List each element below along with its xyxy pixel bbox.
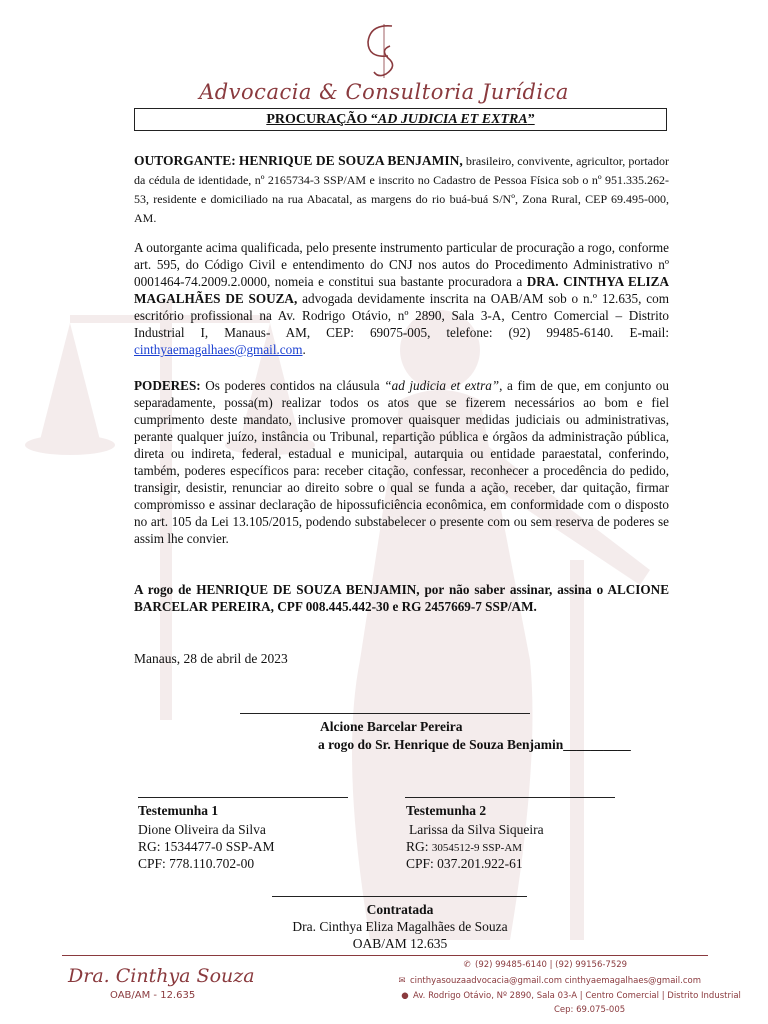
witness-2-label: Testemunha 2 xyxy=(406,803,487,818)
witness-2-name: Larissa da Silva Siqueira xyxy=(409,822,544,837)
footer-phones-text: (92) 99485-6140 | (92) 99156-7529 xyxy=(475,960,628,970)
nomeacao-text-2: advogada devidamente inscrita na OAB/AM sob o n.º 12.635, com escritório profissional na Av. Rodrigo Otávio, nº 2890, Sala 3-A, Centro Comercial – Distrito Industrial I, Manaus- AM, CEP: 69075-005, telefone: (92) 99485-6140. E-mail: xyxy=(134,291,669,340)
attorney-name: DRA. CINTHYA ELIZA MAGALHÃES DE SOUZA, xyxy=(134,274,669,306)
footer-emails-text: cinthyasouzaadvocacia@gmail.com cinthyaemagalhaes@gmail.com xyxy=(410,976,701,986)
footer-address xyxy=(400,991,741,1001)
poderes-clause: “ad judicia et extra” xyxy=(384,378,500,393)
witness-1-name: Dione Oliveira da Silva xyxy=(138,822,266,837)
contratada-label: Contratada xyxy=(366,902,434,917)
title-prefix: PROCURAÇÃO “ xyxy=(266,112,378,127)
signatory-note-text: a rogo do Sr. Henrique de Souza Benjamin xyxy=(318,737,564,752)
whatsapp-icon: ✆ xyxy=(463,960,471,970)
contratada-name: Dra. Cinthya Eliza Magalhães de Souza xyxy=(292,919,508,934)
footer-attorney-name: Dra. Cinthya Souza xyxy=(68,965,255,987)
contratada-oab: OAB/AM 12.635 xyxy=(352,936,448,951)
outorgante-name: HENRIQUE DE SOUZA BENJAMIN, xyxy=(238,153,463,168)
signature-line-witness-1 xyxy=(138,797,348,798)
signature-line-witness-2 xyxy=(405,797,615,798)
nomeacao-text-1: A outorgante acima qualificada, pelo presente instrumento particular de procuração a rogo, conforme art. 595, do Código Civil e entendimento do CNJ nos autos do Procedimento Administrativo nº 0001464-74.2009.2.0000, nomeia e constitui sua bastante procuradora a xyxy=(134,240,669,289)
cs-monogram-logo xyxy=(340,20,430,80)
firm-name: Advocacia & Consultoria Jurídica xyxy=(199,80,569,104)
map-pin-icon: ● xyxy=(401,991,409,1001)
poderes-paragraph xyxy=(134,377,669,547)
footer-address-text: Av. Rodrigo Otávio, Nº 2890, Sala 03-A | Centro Comercial | Distrito Industrial xyxy=(413,991,741,1001)
footer-emails xyxy=(397,976,701,986)
footer-cep: Cep: 69.075-005 xyxy=(554,1005,626,1015)
title-suffix: ” xyxy=(527,112,535,127)
nomeacao-paragraph xyxy=(134,239,669,358)
poderes-text-1: Os poderes contidos na cláusula xyxy=(200,378,385,393)
signatory-name: Alcione Barcelar Pereira xyxy=(320,719,463,734)
outorgante-paragraph xyxy=(134,151,669,228)
footer-phones xyxy=(462,960,627,970)
witness-2-rg-label: RG: xyxy=(406,839,432,854)
signature-line-signatory xyxy=(240,713,530,714)
witness-2-cpf: CPF: 037.201.922-61 xyxy=(406,856,523,871)
witness-2-rg-value: 3054512-9 SSP-AM xyxy=(431,842,523,854)
poderes-text-2: , a fim de que, em conjunto ou separadamente, possa(m) realizar todos os atos que se fizerem necessários ao bom e fiel cumprimento deste mandato, inclusive promover quaisquer medidas judiciais ou administrativas, perante qualquer juízo, instância ou Tribunal, repartição pública e órgãos da administração pública, direta ou indireta, federal, estadual e municipal, autarquia ou entidade paraestatal, conferindo, também, poderes específicos para: receber citação, confessar, reconhecer a procedência do pedido, transigir, desistir, renunciar ao direito sobre o qual se funda a ação, receber, dar quitação, firmar compromisso e assinar declaração de hipossuficiência econômica, em conformidade com o disposto no art. 105 da Lei 13.105/2015, podendo substabelecer o presente com ou sem reserva de poderes se assim lhe convier. xyxy=(134,378,669,546)
footer-divider xyxy=(62,955,708,956)
outorgante-label: OUTORGANTE: xyxy=(134,153,236,168)
envelope-icon: ✉ xyxy=(398,976,406,986)
witness-1-rg: RG: 1534477-0 SSP-AM xyxy=(138,839,275,854)
signature-line-contratada xyxy=(272,896,527,897)
footer-oab: OAB/AM - 12.635 xyxy=(110,990,196,1001)
rogo-paragraph: A rogo de HENRIQUE DE SOUZA BENJAMIN, por não saber assinar, assina o ALCIONE BARCELAR PEREIRA, CPF 008.445.442-30 e RG 2457669-7 SSP/AM. xyxy=(134,582,669,614)
email-link[interactable]: cinthyaemagalhaes@gmail.com xyxy=(134,342,303,357)
witness-1-cpf: CPF: 778.110.702-00 xyxy=(138,856,255,871)
signatory-note xyxy=(318,736,631,753)
outorgante-text: brasileiro, convivente, agricultor, portador da cédula de identidade, nº 2165734-3 SSP/AM e inscrito no Cadastro de Pessoa Física sob o nº 951.335.262-53, residente e domiciliado na rua Abacatal, as margens do rio buá-buá S/Nº, Zona Rural, CEP 69.495-000, AM. xyxy=(134,154,669,225)
nomeacao-end: . xyxy=(302,342,306,357)
poderes-label: PODERES: xyxy=(134,378,201,393)
witness-1-label: Testemunha 1 xyxy=(138,803,219,818)
title-emphasis: AD JUDICIA ET EXTRA xyxy=(377,112,528,127)
signatory-note-line: __________ xyxy=(563,737,631,752)
document-date: Manaus, 28 de abril de 2023 xyxy=(134,651,288,666)
document-title xyxy=(134,108,667,131)
